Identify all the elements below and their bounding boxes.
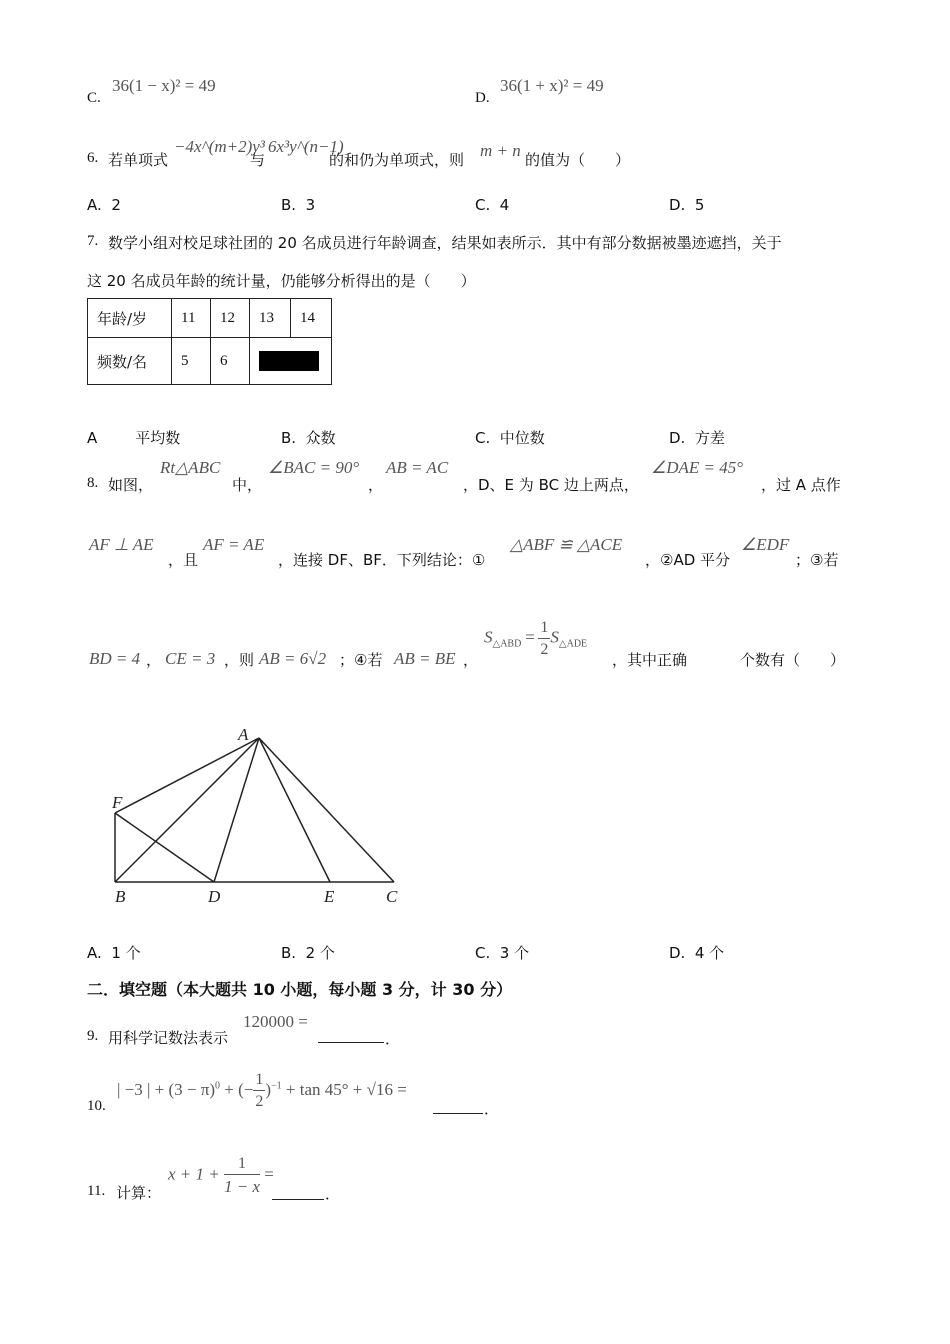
q8-l2-eq: AF = AE — [203, 535, 265, 554]
q8-l3-bd: BD = 4 — [89, 649, 141, 668]
label-d: D — [208, 887, 221, 906]
q7-option-d: D. 方差 — [669, 429, 725, 447]
table-cell: 12 — [211, 299, 250, 338]
q8-option-d: D. 4 个 — [669, 944, 725, 962]
q6-option-b: B. 3 — [281, 196, 316, 214]
q8-l3-ce: CE = 3 — [165, 649, 216, 668]
label-e: E — [324, 887, 335, 906]
q8-option-a: A. 1 个 — [87, 944, 141, 962]
q6-number: 6. — [87, 150, 99, 166]
q8-l1-rt: Rt△ABC — [160, 458, 221, 477]
q6-text-b: 与 — [250, 151, 266, 169]
q8-geometry-figure — [100, 720, 410, 910]
q11-answer-blank[interactable] — [272, 1182, 324, 1200]
q8-l1-eq: AB = AC — [386, 458, 449, 477]
q9-end: ． — [385, 1032, 401, 1048]
q5-option-c-label: C. — [87, 90, 101, 106]
q7-number: 7. — [87, 233, 99, 249]
segment-ae — [259, 738, 330, 882]
table-header-age: 年龄/岁 — [88, 299, 172, 338]
q8-l2-a: ，且 — [168, 551, 199, 569]
q11-expression: x + 1 + $\frac{1}{1 - x}$ = — [168, 1155, 274, 1196]
section-2-title: 二．填空题（本大题共 10 小题，每小题 3 分，计 30 分） — [87, 980, 513, 999]
q8-l2-b: ，连接 DF、BF．下列结论：① — [278, 551, 486, 569]
q5-option-d-expr: 36(1 + x)² = 49 — [500, 76, 604, 95]
q10-number: 10. — [87, 1098, 106, 1114]
q9-expr: 120000 = — [243, 1012, 308, 1031]
q6-term1: −4x^(m+2)y³ — [174, 137, 265, 156]
segment-ac — [259, 738, 394, 882]
q8-l1-dae: ∠DAE = 45° — [651, 458, 744, 477]
q8-l1-b: 中， — [232, 476, 263, 494]
q8-l1-a: 如图， — [108, 476, 154, 494]
q8-area-ratio: $S_{\triangle ABD}$ = $\frac{1}{2}$ $S_{\triangle ADE}$ — [484, 619, 588, 658]
q5-option-c-expr: 36(1 − x)² = 49 — [112, 76, 216, 95]
q10-expression: | −3 | + $(3 - \pi)^0$ + (− $\frac{1}{2}$ )$^{-1}$ + tan 45° + √16 = — [117, 1071, 407, 1110]
q8-l3-c: ；④若 — [339, 651, 383, 669]
label-c: C — [386, 887, 398, 906]
label-f: F — [112, 793, 123, 812]
q8-l1-angle: ∠BAC = 90° — [268, 458, 360, 477]
q7-line2: 这 20 名成员年龄的统计量，仍能够分析得出的是（ ） — [87, 272, 476, 290]
table-cell: 6 — [211, 338, 250, 385]
table-cell: 5 — [172, 338, 211, 385]
q8-l2-edf: ∠EDF — [741, 535, 790, 554]
table-cell: 13 — [250, 299, 291, 338]
q8-l2-cong: △ABF ≌ △ACE — [510, 535, 623, 554]
q6-text-d: 的值为（ ） — [525, 151, 631, 169]
table-header-frequency: 频数/名 — [88, 338, 172, 385]
q9-number: 9. — [87, 1028, 99, 1044]
q7-line1: 数学小组对校足球社团的 20 名成员进行年龄调查，结果如表所示．其中有部分数据被墨迹遮挡，关于 — [108, 234, 782, 252]
q7-option-a: A 平均数 — [87, 429, 181, 447]
q7-age-table — [87, 298, 332, 385]
q8-l2-perp: AF ⊥ AE — [89, 535, 154, 554]
q9-text: 用科学记数法表示 — [108, 1029, 229, 1047]
q5-option-d-label: D. — [475, 90, 490, 106]
table-cell: 14 — [291, 299, 332, 338]
q8-option-b: B. 2 个 — [281, 944, 335, 962]
segment-af — [115, 738, 259, 813]
q11-end: ． — [325, 1187, 341, 1203]
label-a: A — [238, 725, 249, 744]
q8-number: 8. — [87, 475, 99, 491]
q8-l1-c: ， — [368, 476, 384, 494]
q7-option-c: C. 中位数 — [475, 429, 545, 447]
q11-text: 计算： — [116, 1184, 162, 1202]
q8-l3-ab: AB = 6√2 — [259, 649, 327, 668]
q8-option-c: C. 3 个 — [475, 944, 530, 962]
q6-text-c: 的和仍为单项式，则 — [329, 151, 465, 169]
q8-l2-c: ，②AD 平分 — [645, 551, 731, 569]
q8-l1-d: ，D、E 为 BC 边上两点， — [463, 476, 639, 494]
q7-option-b: B. 众数 — [281, 429, 336, 447]
label-b: B — [115, 887, 126, 906]
q6-text-a: 若单项式 — [108, 151, 169, 169]
q8-l3-a: ， — [146, 651, 162, 669]
segment-fd — [115, 813, 214, 882]
q8-l1-e: ，过 A 点作 — [761, 476, 841, 494]
q8-l3-abbe: AB = BE — [394, 649, 456, 668]
q10-answer-blank[interactable] — [433, 1096, 483, 1114]
q11-number: 11. — [87, 1183, 106, 1199]
q6-option-a: A. 2 — [87, 196, 121, 214]
segment-ab — [115, 738, 259, 882]
ink-blot — [259, 351, 319, 371]
q8-l3-f: 个数有（ ） — [740, 651, 846, 669]
q8-l3-b: ，则 — [224, 651, 255, 669]
q8-l3-e: ，其中正确 — [612, 651, 688, 669]
q8-l2-d: ；③若 — [795, 551, 839, 569]
table-cell: 11 — [172, 299, 211, 338]
q6-term2: 6x³y^(n−1) — [268, 137, 344, 156]
q10-end: ． — [484, 1102, 500, 1118]
q9-answer-blank[interactable] — [318, 1025, 384, 1043]
ink-covered-cell — [250, 338, 332, 385]
q6-option-c: C. 4 — [475, 196, 510, 214]
q8-l3-d: ， — [463, 651, 479, 669]
q6-option-d: D. 5 — [669, 196, 705, 214]
q6-expr: m + n — [480, 141, 521, 160]
